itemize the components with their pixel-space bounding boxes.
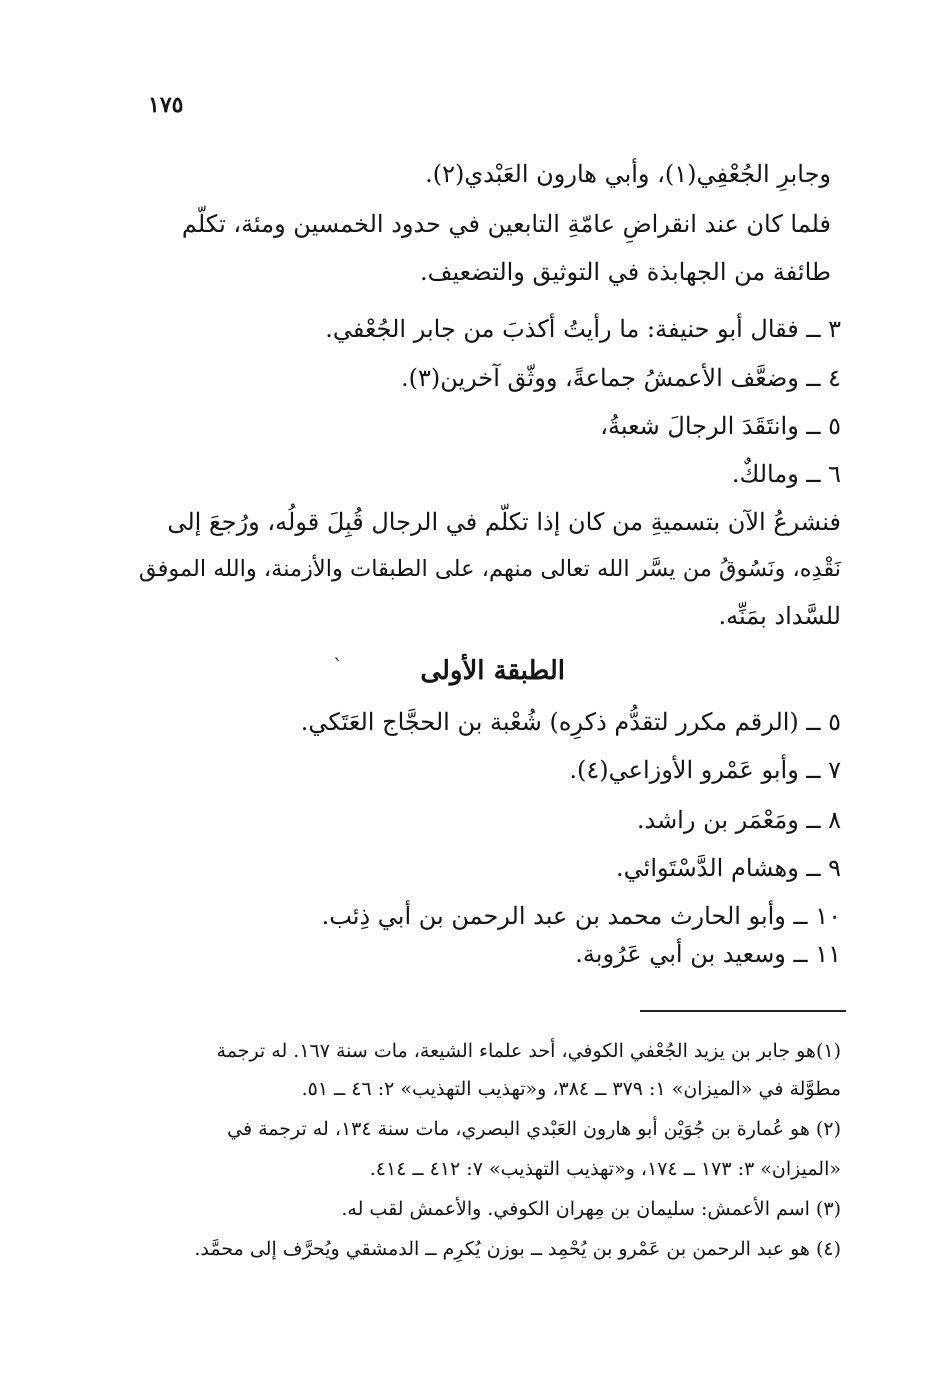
list-item: ١٠ ــ وأبو الحارث محمد بن عبد الرحمن بن أبي ذِئب. bbox=[321, 902, 841, 930]
section-heading: الطبقة الأولى bbox=[420, 656, 565, 686]
footnote-line: (١)هو جابر بن يزيد الجُعْفي الكوفي، أحد علماء الشيعة، مات سنة ١٦٧. له ترجمة bbox=[216, 1040, 841, 1062]
footnote-line: مطوَّلة في «الميزان» ١: ٣٧٩ ــ ٣٨٤، و«تهذيب التهذيب» ٢: ٤٦ ــ ٥١. bbox=[301, 1078, 841, 1100]
list-item: ٥ ــ وانتَقَدَ الرجالَ شعبةُ، bbox=[600, 412, 841, 440]
paragraph-line: نَقْدِه، ونَسُوقُ من يسَّر الله تعالى منهم، على الطبقات والأزمنة، والله الموفق bbox=[138, 556, 841, 582]
list-item: ٣ ــ فقال أبو حنيفة: ما رأيتُ أكذبَ من جابر الجُعْفي. bbox=[325, 315, 841, 343]
paragraph-line: للسَّداد بمَنِّه. bbox=[718, 602, 841, 630]
page-number: ١٧٥ bbox=[148, 92, 184, 118]
footnote-line: «الميزان» ٣: ١٧٣ ــ ١٧٤، و«تهذيب التهذيب» ٧: ٤١٢ ــ ٤١٤. bbox=[369, 1158, 841, 1180]
list-item: ٧ ــ وأبو عَمْرو الأوزاعي(٤). bbox=[569, 756, 841, 784]
tick-mark: ˋ bbox=[333, 654, 343, 678]
paragraph-line: وجابرِ الجُعْفِي(١)، وأبي هارون العَبْدي(٢). bbox=[425, 160, 831, 188]
list-item: ٥ ــ (الرقم مكرر لتقدُّم ذكرِه) شُعْبة بن الحجَّاج العَتَكي. bbox=[300, 708, 841, 736]
footnote-line: (٤) هو عبد الرحمن بن عَمْرو بن يُحْمِد ــ بوزن يُكرِم ــ الدمشقي ويُحرَّف إلى محمَّد. bbox=[194, 1238, 841, 1260]
footnote-divider bbox=[640, 1010, 846, 1012]
paragraph-line: فنشرعُ الآن بتسميةِ من كان إذا تكلّم في الرجال قُبِلَ قولُه، ورُجعَ إلى bbox=[167, 508, 841, 536]
list-item: ٦ ــ ومالكٌ. bbox=[731, 460, 841, 488]
footnote-line: (٢) هو عُمارة بن جُوَيْن أبو هارون العَبْدي البصري، مات سنة ١٣٤، له ترجمة في bbox=[227, 1118, 841, 1140]
paragraph-line: فلما كان عند انقراضِ عامّةِ التابعين في حدود الخمسين ومئة، تكلّم bbox=[181, 210, 831, 238]
list-item: ٨ ــ ومَعْمَر بن راشد. bbox=[636, 806, 841, 834]
list-item: ١١ ــ وسعيد بن أبي عَرُوبة. bbox=[575, 940, 841, 968]
footnote-line: (٣) اسم الأعمش: سليمان بن مِهران الكوفي. والأعمش لقب له. bbox=[341, 1198, 841, 1220]
list-item: ٤ ــ وضعَّف الأعمشُ جماعةً، ووثّق آخرين(٣). bbox=[400, 364, 841, 392]
paragraph-line: طائفة من الجهابذة في التوثيق والتضعيف. bbox=[419, 258, 831, 286]
list-item: ٩ ــ وهشام الدَّسْتَوائي. bbox=[616, 854, 841, 882]
